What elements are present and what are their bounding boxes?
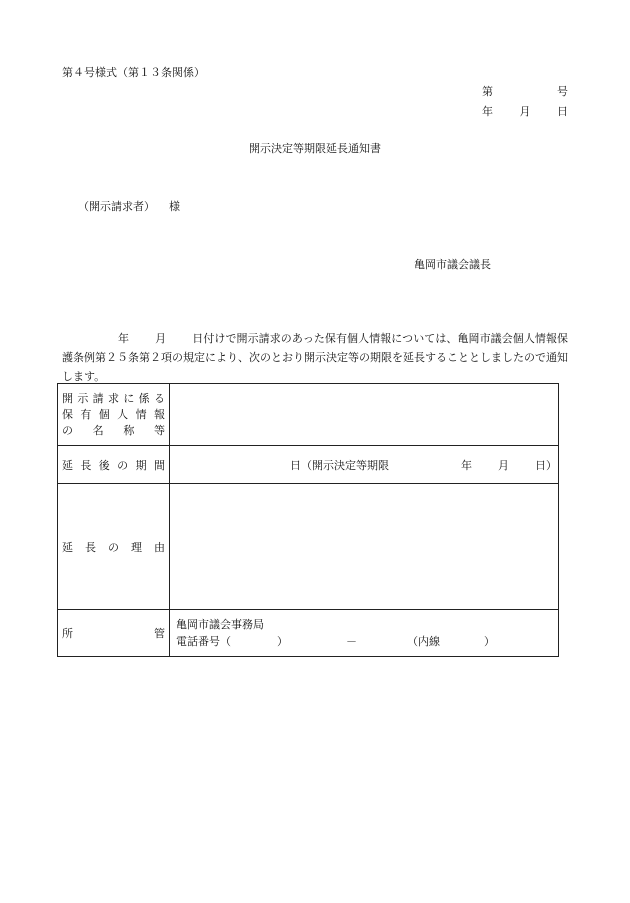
label-info-name: [58, 384, 170, 446]
period-year: 年: [461, 458, 472, 472]
document-number-line: [482, 83, 568, 99]
label-extended-period-char: 期: [135, 458, 147, 472]
value-extended-period: [170, 446, 559, 484]
label-info-name-line: [62, 407, 165, 423]
phone-close: ）: [277, 635, 288, 648]
label-extended-period-char: の: [117, 458, 129, 472]
label-info-name-char: 報: [153, 407, 165, 421]
label-info-name-char: 等: [153, 423, 165, 437]
notice-table: [57, 383, 559, 657]
label-info-name-char: 情: [135, 407, 147, 421]
label-info-name-line: [62, 391, 165, 407]
number-label-right: 号: [557, 85, 568, 98]
table-row-reason: [58, 484, 559, 610]
label-reason-char: 長: [85, 540, 96, 554]
period-day-text: 日（開示決定等期限: [290, 458, 389, 472]
table-row-extended-period: [58, 446, 559, 484]
phone-line: [176, 633, 558, 650]
value-jurisdiction: [170, 610, 559, 657]
label-info-name-char: 求: [107, 391, 119, 405]
notice-body: [62, 329, 568, 386]
addressee-placeholder: （開示請求者）: [78, 200, 155, 213]
date-day-label: 日: [557, 105, 568, 118]
addressee-honorific: 様: [169, 200, 180, 213]
table-row-info-name: [58, 384, 559, 446]
number-label-left: 第: [482, 85, 493, 98]
label-info-name-char: 個: [98, 407, 110, 421]
value-reason: [170, 484, 559, 610]
body-text: 日付けで開示請求のあった保有個人情報については、亀岡市議会個人情報保護条例第２５条第２項の規定により、次のとおり開示決定等の期限を延長することとしましたので通知します。: [62, 332, 569, 383]
label-info-name-char: 称: [123, 423, 135, 437]
label-info-name-char: る: [153, 391, 165, 405]
phone-label: 電話番号（: [176, 635, 231, 648]
label-extended-period-char: 間: [153, 458, 165, 472]
date-year-label: 年: [482, 105, 493, 118]
label-extended-period-char: 延: [62, 458, 73, 472]
label-info-name-char: 保: [62, 407, 73, 421]
value-info-name: [170, 384, 559, 446]
label-reason-char: 由: [154, 540, 165, 554]
phone-ext: （内線: [407, 635, 440, 648]
document-title: 開示決定等期限延長通知書: [249, 142, 381, 155]
office-name: 亀岡市議会事務局: [176, 618, 264, 631]
phone-ext-close: ）: [484, 635, 495, 648]
sender-name: 亀岡市議会議長: [414, 258, 491, 271]
label-info-name-char: の: [62, 423, 73, 437]
label-info-name-char: 有: [80, 407, 92, 421]
label-info-name-char: 示: [77, 391, 89, 405]
label-reason-char: 理: [131, 540, 142, 554]
form-number: 第４号様式（第１３条関係）: [62, 66, 205, 79]
label-jurisdiction-char: 所: [62, 627, 73, 640]
label-reason-char: の: [108, 540, 119, 554]
label-info-name-char: に: [123, 391, 135, 405]
label-reason: [58, 484, 170, 610]
period-day-end: 日）: [535, 458, 557, 472]
label-extended-period-char: 後: [98, 458, 110, 472]
label-jurisdiction-char: 管: [154, 627, 165, 640]
date-month-label: 月: [519, 105, 531, 118]
label-info-name-char: 人: [117, 407, 129, 421]
phone-dash: －: [346, 635, 357, 648]
label-info-name-char: 名: [92, 423, 104, 437]
body-month: 月: [155, 332, 167, 345]
table-row-jurisdiction: [58, 610, 559, 657]
body-year: 年: [118, 332, 130, 345]
label-extended-period-char: 長: [80, 458, 92, 472]
label-info-name-line: [62, 423, 165, 439]
label-info-name-char: 請: [92, 391, 104, 405]
period-month: 月: [498, 458, 509, 472]
document-date-line: [482, 103, 568, 119]
label-reason-char: 延: [62, 540, 73, 554]
label-info-name-char: 係: [138, 391, 150, 405]
addressee: [78, 198, 180, 214]
label-info-name-char: 開: [62, 391, 73, 405]
label-extended-period: [58, 446, 170, 484]
label-jurisdiction: [58, 610, 170, 657]
